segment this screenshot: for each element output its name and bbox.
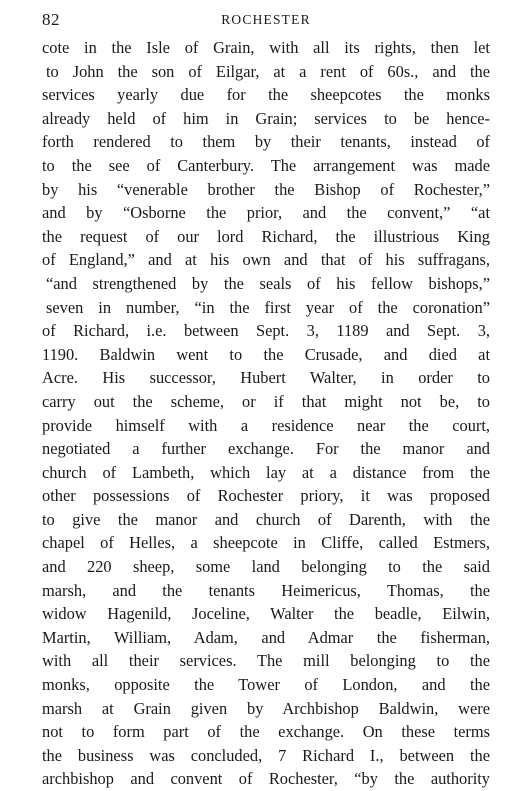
text-line: to John the son of Eilgar, at a rent of 60s., and the [46,61,490,81]
text-line: carry out the scheme, or if that might not be, to [42,391,490,411]
text-line: of Richard, i.e. between Sept. 3, 1189 and Sept. 3, [42,321,490,341]
text-line: of England,” and at his own and that of his suffragans, [42,250,490,270]
text-line: chapel of Helles, a sheepcote in Cliffe, called Estmers, [42,533,490,553]
text-line: services yearly due for the sheepcotes the monks [42,85,490,105]
body-text [42,36,490,791]
text-line: “and strengthened by the seals of his fellow bishops,” [46,273,490,293]
text-line: with all their services. The mill belonging to the [42,651,490,671]
text-line: widow Hagenild, Joceline, Walter the beadle, Eilwin, [42,604,490,624]
text-line: seven in number, “in the first year of the coronation” [46,297,490,317]
text-line: monks, opposite the Tower of London, and the [42,675,490,695]
text-line: negotiated a further exchange. For the manor and [42,439,490,459]
text-line: the business was concluded, 7 Richard I., between the [42,745,490,765]
text-line: Martin, William, Adam, and Admar the fisherman, [42,627,490,647]
text-line: marsh at Grain given by Archbishop Baldwin, were [42,698,490,718]
text-line: forth rendered to them by their tenants, instead of [42,132,490,152]
text-line: 1190. Baldwin went to the Crusade, and died at [42,344,490,364]
page-header [42,10,490,32]
text-line: other possessions of Rochester priory, it was proposed [42,486,490,506]
text-line: marsh, and the tenants Heimericus, Thomas, the [42,580,490,600]
text-line: and 220 sheep, some land belonging to the said [42,557,490,577]
text-line: by his “venerable brother the Bishop of Rochester,” [42,179,490,199]
text-line: already held of him in Grain; services to be hence- [42,108,490,128]
text-line: church of Lambeth, which lay at a distance from the [42,462,490,482]
text-line: not to form part of the exchange. On these terms [42,722,490,742]
text-line: Acre. His successor, Hubert Walter, in order to [42,368,490,388]
text-line: cote in the Isle of Grain, with all its rights, then let [42,38,490,57]
text-line: to the see of Canterbury. The arrangement was made [42,155,490,175]
text-line: provide himself with a residence near the court, [42,415,490,435]
text-line: archbishop and convent of Rochester, “by the authority [42,769,490,789]
text-line: and by “Osborne the prior, and the convent,” “at [42,203,490,223]
page-number: 82 [42,10,60,29]
text-line: to give the manor and church of Darenth, with the [42,509,490,529]
text-line: the request of our lord Richard, the illustrious King [42,226,490,246]
running-head: ROCHESTER [221,12,311,27]
